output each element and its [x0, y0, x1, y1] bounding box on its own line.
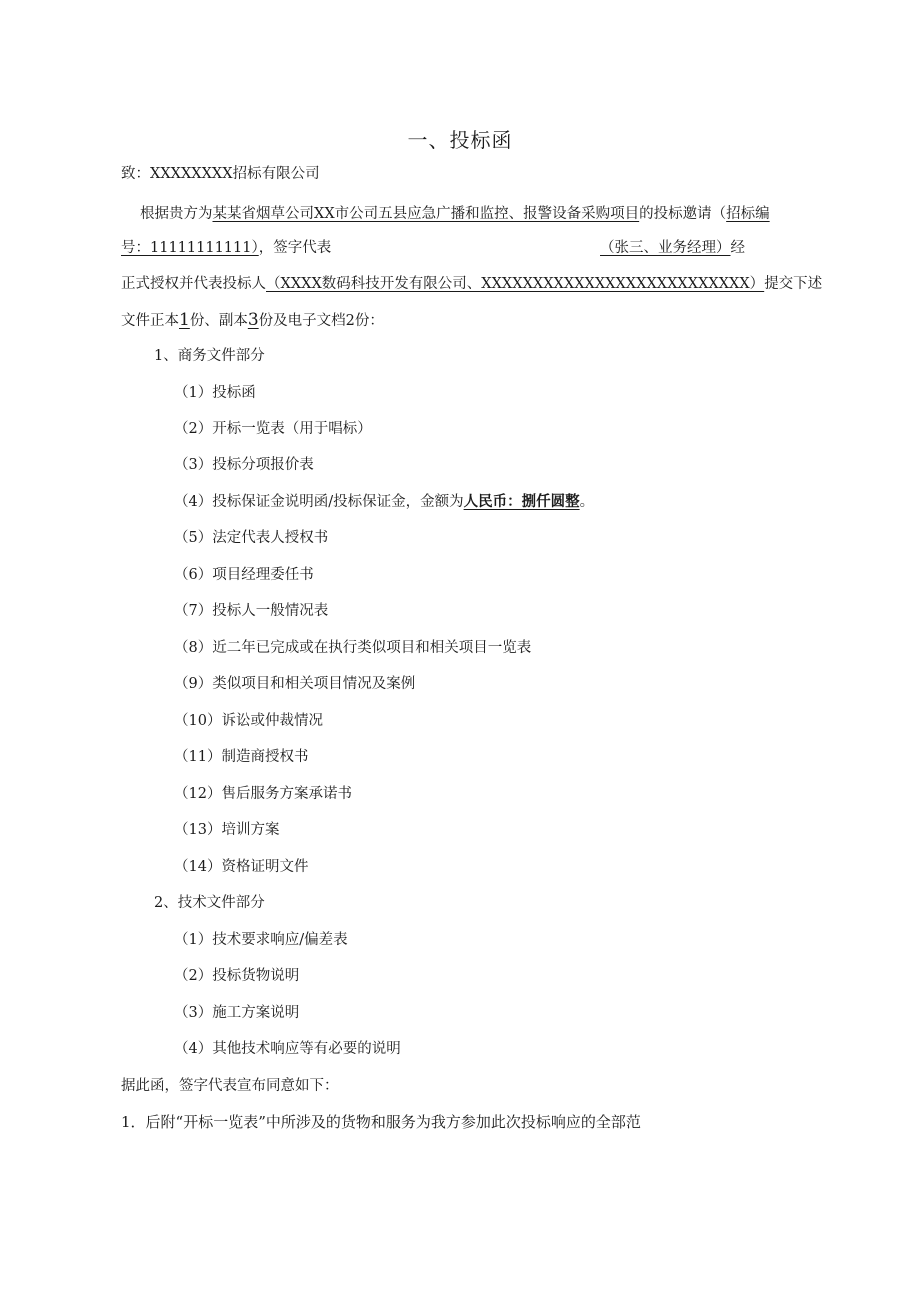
list-item: （5）法定代表人授权书	[174, 530, 329, 546]
deposit-label: （4）投标保证金说明函/投标保证金，金额为	[174, 494, 464, 510]
deposit-end: 。	[579, 494, 595, 510]
para-line4-b: 份、副本	[189, 313, 248, 329]
para-line4-a: 文件正本	[121, 313, 179, 329]
para-line-4	[121, 310, 384, 331]
para-line-1	[140, 204, 770, 224]
list-item: （1）投标函	[174, 385, 256, 401]
list-item: （11）制造商授权书	[174, 749, 309, 765]
para-line-2	[121, 238, 331, 258]
para-line4-c: 份及电子文档2份：	[258, 313, 384, 329]
list-item: （6）项目经理委任书	[174, 567, 314, 583]
para-line3-pre: 正式授权并代表投标人	[121, 276, 266, 292]
para-mid: 的投标邀请（	[639, 206, 727, 222]
list-item: （7）投标人一般情况表	[174, 603, 329, 619]
list-item: （4）其他技术响应等有必要的说明	[174, 1041, 401, 1057]
list-item: （3）投标分项报价表	[174, 457, 314, 473]
page-title: 一、投标函	[407, 128, 513, 152]
list-item: （1）技术要求响应/偏差表	[174, 932, 348, 948]
list-item: （14）资格证明文件	[174, 859, 309, 875]
para-line3-post: 提交下述	[764, 276, 823, 292]
list-item-deposit	[174, 492, 594, 512]
clause-1: 1．后附“开标一览表”中所涉及的货物和服务为我方参加此次投标响应的全部范	[121, 1113, 641, 1131]
original-count: 1	[179, 310, 190, 330]
list-item: （9）类似项目和相关项目情况及案例	[174, 676, 416, 692]
project-name: 某某省烟草公司XX市公司五县应急广播和监控、报警设备采购项目	[212, 206, 640, 222]
list-item: （13）培训方案	[174, 822, 280, 838]
closing-line: 据此函，签字代表宣布同意如下：	[121, 1078, 339, 1094]
list-item: （2）投标货物说明	[174, 968, 300, 984]
tender-number-part1: 招标编	[726, 206, 770, 222]
list-item: （3）施工方案说明	[174, 1005, 300, 1021]
list-item: （8）近二年已完成或在执行类似项目和相关项目一览表	[174, 640, 532, 656]
copy-count: 3	[247, 310, 259, 330]
para-intro: 根据贵方为	[140, 206, 213, 222]
deposit-amount: 人民币：捌仟圆整	[463, 493, 580, 510]
bidder-name: （XXXX数码科技开发有限公司、XXXXXXXXXXXXXXXXXXXXXXXXXX）	[266, 276, 765, 292]
section2-heading: 2、技术文件部分	[154, 895, 265, 911]
addressee-line: 致：XXXXXXXX招标有限公司	[121, 166, 320, 182]
list-item: （12）售后服务方案承诺书	[174, 786, 352, 802]
para-after-signer: 经	[730, 240, 745, 256]
list-item: （2）开标一览表（用于唱标）	[174, 421, 372, 437]
para-line-3	[121, 274, 822, 294]
para-after-number: ，签字代表	[258, 240, 332, 256]
tender-number-part2: 号：11111111111）	[121, 240, 259, 256]
section1-heading: 1、商务文件部分	[154, 348, 265, 364]
list-item: （10）诉讼或仲裁情况	[174, 713, 323, 729]
signer-block	[600, 238, 745, 258]
signer-name: （张三、业务经理）	[600, 240, 731, 256]
